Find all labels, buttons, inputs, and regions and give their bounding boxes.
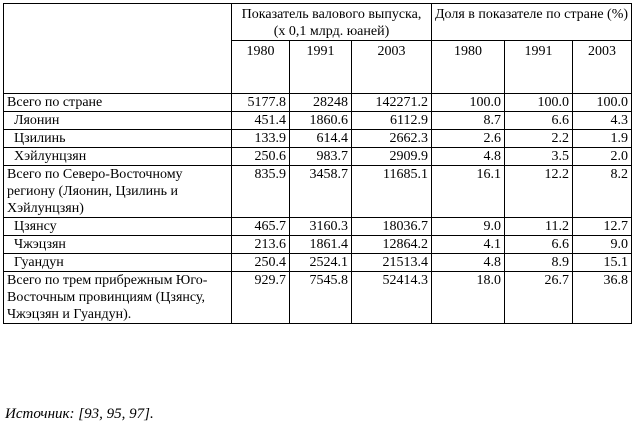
table-cell: 11685.1: [352, 166, 432, 218]
table-cell: 451.4: [232, 112, 290, 130]
row-label: Цзилинь: [4, 130, 232, 148]
table-cell: 6.6: [505, 236, 573, 254]
table-cell: 2524.1: [290, 254, 352, 272]
table-cell: 2662.3: [352, 130, 432, 148]
header-empty-cell: [4, 4, 232, 94]
table-cell: 133.9: [232, 130, 290, 148]
table-row: [4, 236, 632, 254]
table-cell: 15.1: [573, 254, 632, 272]
table-cell: 1861.4: [290, 236, 352, 254]
table-cell: 2.0: [573, 148, 632, 166]
table-cell: 5177.8: [232, 94, 290, 112]
table-cell: 6112.9: [352, 112, 432, 130]
table-cell: 12.2: [505, 166, 573, 218]
table-cell: 8.9: [505, 254, 573, 272]
table-cell: 2.2: [505, 130, 573, 148]
table-row: [4, 148, 632, 166]
table-cell: 28248: [290, 94, 352, 112]
header-share: Доля в показателе по стране (%): [432, 4, 632, 41]
header-year: 2003: [352, 41, 432, 94]
table-cell: 26.7: [505, 272, 573, 324]
table-row: [4, 218, 632, 236]
table-row: [4, 254, 632, 272]
table-cell: 11.2: [505, 218, 573, 236]
table-cell: 465.7: [232, 218, 290, 236]
header-row-groups: [4, 4, 632, 41]
table-row: [4, 130, 632, 148]
table-cell: 983.7: [290, 148, 352, 166]
table-cell: 18036.7: [352, 218, 432, 236]
table-cell: 4.3: [573, 112, 632, 130]
table-row: [4, 94, 632, 112]
table-cell: 929.7: [232, 272, 290, 324]
row-label: Чжэцзян: [4, 236, 232, 254]
row-label: Хэйлунцзян: [4, 148, 232, 166]
table-cell: 4.8: [432, 148, 505, 166]
header-year: 2003: [573, 41, 632, 94]
table-cell: 8.7: [432, 112, 505, 130]
row-label: Всего по Северо-Восточному региону (Ляонин, Цзилинь и Хэйлунцзян): [4, 166, 232, 218]
row-label: Всего по стране: [4, 94, 232, 112]
table-cell: 2909.9: [352, 148, 432, 166]
header-year: 1991: [290, 41, 352, 94]
table-cell: 250.4: [232, 254, 290, 272]
statistics-table: [3, 3, 632, 324]
table-cell: 9.0: [432, 218, 505, 236]
table-cell: 1.9: [573, 130, 632, 148]
table-cell: 6.6: [505, 112, 573, 130]
table-cell: 12864.2: [352, 236, 432, 254]
header-output: Показатель валового выпуска, (х 0,1 млрд. юаней): [232, 4, 432, 41]
table-cell: 8.2: [573, 166, 632, 218]
table-cell: 213.6: [232, 236, 290, 254]
row-label: Всего по трем прибрежным Юго-Восточным провинциям (Цзянсу, Чжэцзян и Гуандун).: [4, 272, 232, 324]
table-cell: 100.0: [505, 94, 573, 112]
table-cell: 4.8: [432, 254, 505, 272]
table-cell: 21513.4: [352, 254, 432, 272]
table-cell: 100.0: [432, 94, 505, 112]
table-cell: 7545.8: [290, 272, 352, 324]
table-cell: 835.9: [232, 166, 290, 218]
table-cell: 16.1: [432, 166, 505, 218]
table-cell: 4.1: [432, 236, 505, 254]
header-year: 1991: [505, 41, 573, 94]
table-cell: 18.0: [432, 272, 505, 324]
table-row: [4, 166, 632, 218]
row-label: Цзянсу: [4, 218, 232, 236]
table-cell: 12.7: [573, 218, 632, 236]
row-label: Ляонин: [4, 112, 232, 130]
table-cell: 250.6: [232, 148, 290, 166]
table-cell: 1860.6: [290, 112, 352, 130]
source-note: Источник: [93, 95, 97].: [5, 406, 154, 422]
table-cell: 3.5: [505, 148, 573, 166]
table-row: [4, 272, 632, 324]
table-cell: 52414.3: [352, 272, 432, 324]
header-year: 1980: [432, 41, 505, 94]
header-year: 1980: [232, 41, 290, 94]
table-cell: 142271.2: [352, 94, 432, 112]
table-cell: 9.0: [573, 236, 632, 254]
row-label: Гуандун: [4, 254, 232, 272]
table-row: [4, 112, 632, 130]
table-cell: 2.6: [432, 130, 505, 148]
table-cell: 614.4: [290, 130, 352, 148]
table-cell: 100.0: [573, 94, 632, 112]
table-cell: 3160.3: [290, 218, 352, 236]
table-cell: 36.8: [573, 272, 632, 324]
table-cell: 3458.7: [290, 166, 352, 218]
